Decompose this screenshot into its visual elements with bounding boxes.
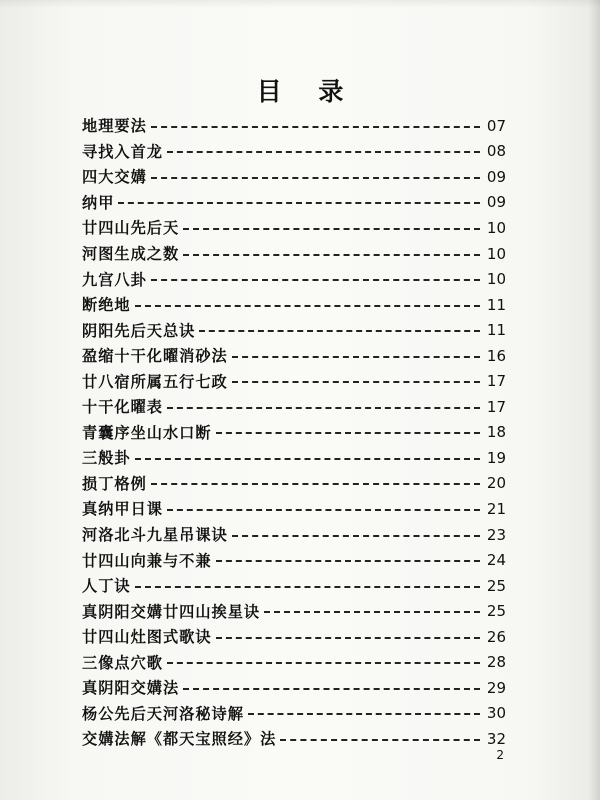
toc-entry-13: [82, 420, 506, 446]
toc-entry-title: 损丁格例: [82, 474, 147, 493]
dotted-leader: [183, 688, 480, 690]
toc-entry-page-number: 09: [486, 167, 506, 186]
toc-entry-page-number: 26: [486, 627, 506, 646]
table-of-contents: [82, 113, 506, 752]
toc-entry-18: [82, 547, 506, 573]
toc-entry-page-number: 19: [486, 448, 506, 467]
dotted-leader: [151, 126, 480, 128]
toc-entry-2: [82, 139, 506, 165]
toc-entry-page-number: 09: [486, 193, 506, 212]
toc-entry-20: [82, 598, 506, 624]
toc-entry-15: [82, 471, 506, 497]
toc-entry-page-number: 16: [486, 346, 506, 365]
toc-entry-10: [82, 343, 506, 369]
toc-entry-title: 廿八宿所属五行七政: [82, 372, 228, 391]
toc-entry-title: 河洛北斗九星吊课诀: [82, 526, 228, 545]
toc-entry-title: 真阴阳交媾廿四山挨星诀: [82, 602, 261, 621]
dotted-leader: [135, 458, 480, 460]
toc-entry-23: [82, 675, 506, 701]
dotted-leader: [232, 381, 480, 383]
toc-entry-title: 九宫八卦: [82, 270, 147, 289]
dotted-leader: [118, 202, 480, 204]
dotted-leader: [167, 407, 480, 409]
dotted-leader: [135, 586, 480, 588]
dotted-leader: [232, 356, 480, 358]
toc-entry-5: [82, 215, 506, 241]
dotted-leader: [135, 305, 480, 307]
dotted-leader: [264, 611, 480, 613]
toc-entry-16: [82, 496, 506, 522]
dotted-leader: [232, 535, 480, 537]
toc-entry-22: [82, 649, 506, 675]
toc-entry-title: 三般卦: [82, 449, 131, 468]
toc-entry-page-number: 30: [486, 704, 506, 723]
dotted-leader: [151, 177, 480, 179]
toc-entry-page-number: 11: [486, 295, 506, 314]
toc-entry-title: 真阴阳交媾法: [82, 679, 180, 698]
toc-entry-page-number: 17: [486, 372, 506, 391]
toc-entry-12: [82, 394, 506, 420]
toc-entry-4: [82, 190, 506, 216]
dotted-leader: [216, 560, 481, 562]
toc-entry-17: [82, 522, 506, 548]
dotted-leader: [183, 254, 480, 256]
toc-entry-title: 三像点穴歌: [82, 653, 163, 672]
dotted-leader: [151, 483, 480, 485]
toc-entry-25: [82, 726, 506, 752]
toc-entry-title: 廿四山向兼与不兼: [82, 551, 212, 570]
toc-entry-19: [82, 573, 506, 599]
toc-entry-title: 青囊序坐山水口断: [82, 423, 212, 442]
dotted-leader: [183, 228, 480, 230]
dotted-leader: [199, 330, 480, 332]
page-number: 2: [496, 748, 504, 762]
toc-entry-title: 四大交媾: [82, 168, 147, 187]
toc-entry-page-number: 32: [486, 729, 506, 748]
toc-entry-title: 交媾法解《都天宝照经》法: [82, 730, 277, 749]
toc-entry-14: [82, 445, 506, 471]
toc-entry-page-number: 25: [486, 576, 506, 595]
toc-entry-1: [82, 113, 506, 139]
toc-entry-title: 廿四山先后天: [82, 219, 180, 238]
toc-entry-7: [82, 266, 506, 292]
toc-entry-page-number: 18: [486, 423, 506, 442]
toc-entry-11: [82, 368, 506, 394]
dotted-leader: [167, 662, 480, 664]
toc-entry-page-number: 08: [486, 142, 506, 161]
toc-entry-title: 河图生成之数: [82, 245, 180, 263]
toc-entry-page-number: 29: [486, 678, 506, 697]
toc-entry-title: 断绝地: [82, 296, 131, 315]
scan-shadow-right: [588, 0, 600, 800]
toc-entry-page-number: 10: [486, 270, 506, 289]
page-title: 目 录: [256, 77, 358, 106]
toc-entry-8: [82, 292, 506, 318]
toc-entry-page-number: 07: [486, 116, 506, 135]
toc-entry-page-number: 10: [486, 244, 506, 263]
toc-entry-page-number: 28: [486, 653, 506, 672]
toc-entry-title: 地理要法: [82, 117, 147, 136]
dotted-leader: [216, 637, 481, 639]
dotted-leader: [167, 151, 480, 153]
scan-shadow-top: [0, 0, 600, 8]
dotted-leader: [216, 432, 481, 434]
toc-entry-title: 盈缩十干化曜消砂法: [82, 347, 228, 366]
toc-entry-page-number: 10: [486, 218, 506, 237]
dotted-leader: [167, 509, 480, 511]
dotted-leader: [151, 279, 480, 281]
toc-entry-title: 杨公先后天河洛秘诗解: [82, 704, 244, 723]
toc-entry-page-number: 23: [486, 525, 506, 544]
toc-entry-title: 十干化曜表: [82, 398, 163, 417]
toc-entry-page-number: 11: [486, 321, 506, 340]
toc-entry-title: 廿四山灶图式歌诀: [82, 628, 212, 647]
toc-entry-6: [82, 241, 506, 267]
toc-entry-page-number: 20: [486, 474, 506, 493]
toc-entry-9: [82, 317, 506, 343]
toc-entry-page-number: 17: [486, 397, 506, 416]
toc-entry-title: 寻找入首龙: [82, 142, 163, 161]
toc-entry-title: 阴阳先后天总诀: [82, 321, 196, 340]
dotted-leader: [248, 713, 480, 715]
toc-entry-title: 人丁诀: [82, 577, 131, 596]
toc-entry-3: [82, 164, 506, 190]
dotted-leader: [280, 739, 480, 741]
toc-entry-21: [82, 624, 506, 650]
toc-entry-page-number: 25: [486, 602, 506, 621]
toc-entry-title: 纳甲: [82, 193, 115, 212]
toc-entry-page-number: 24: [486, 551, 506, 570]
toc-entry-page-number: 21: [486, 499, 506, 518]
toc-entry-title: 真纳甲日课: [82, 500, 163, 519]
toc-entry-24: [82, 701, 506, 727]
